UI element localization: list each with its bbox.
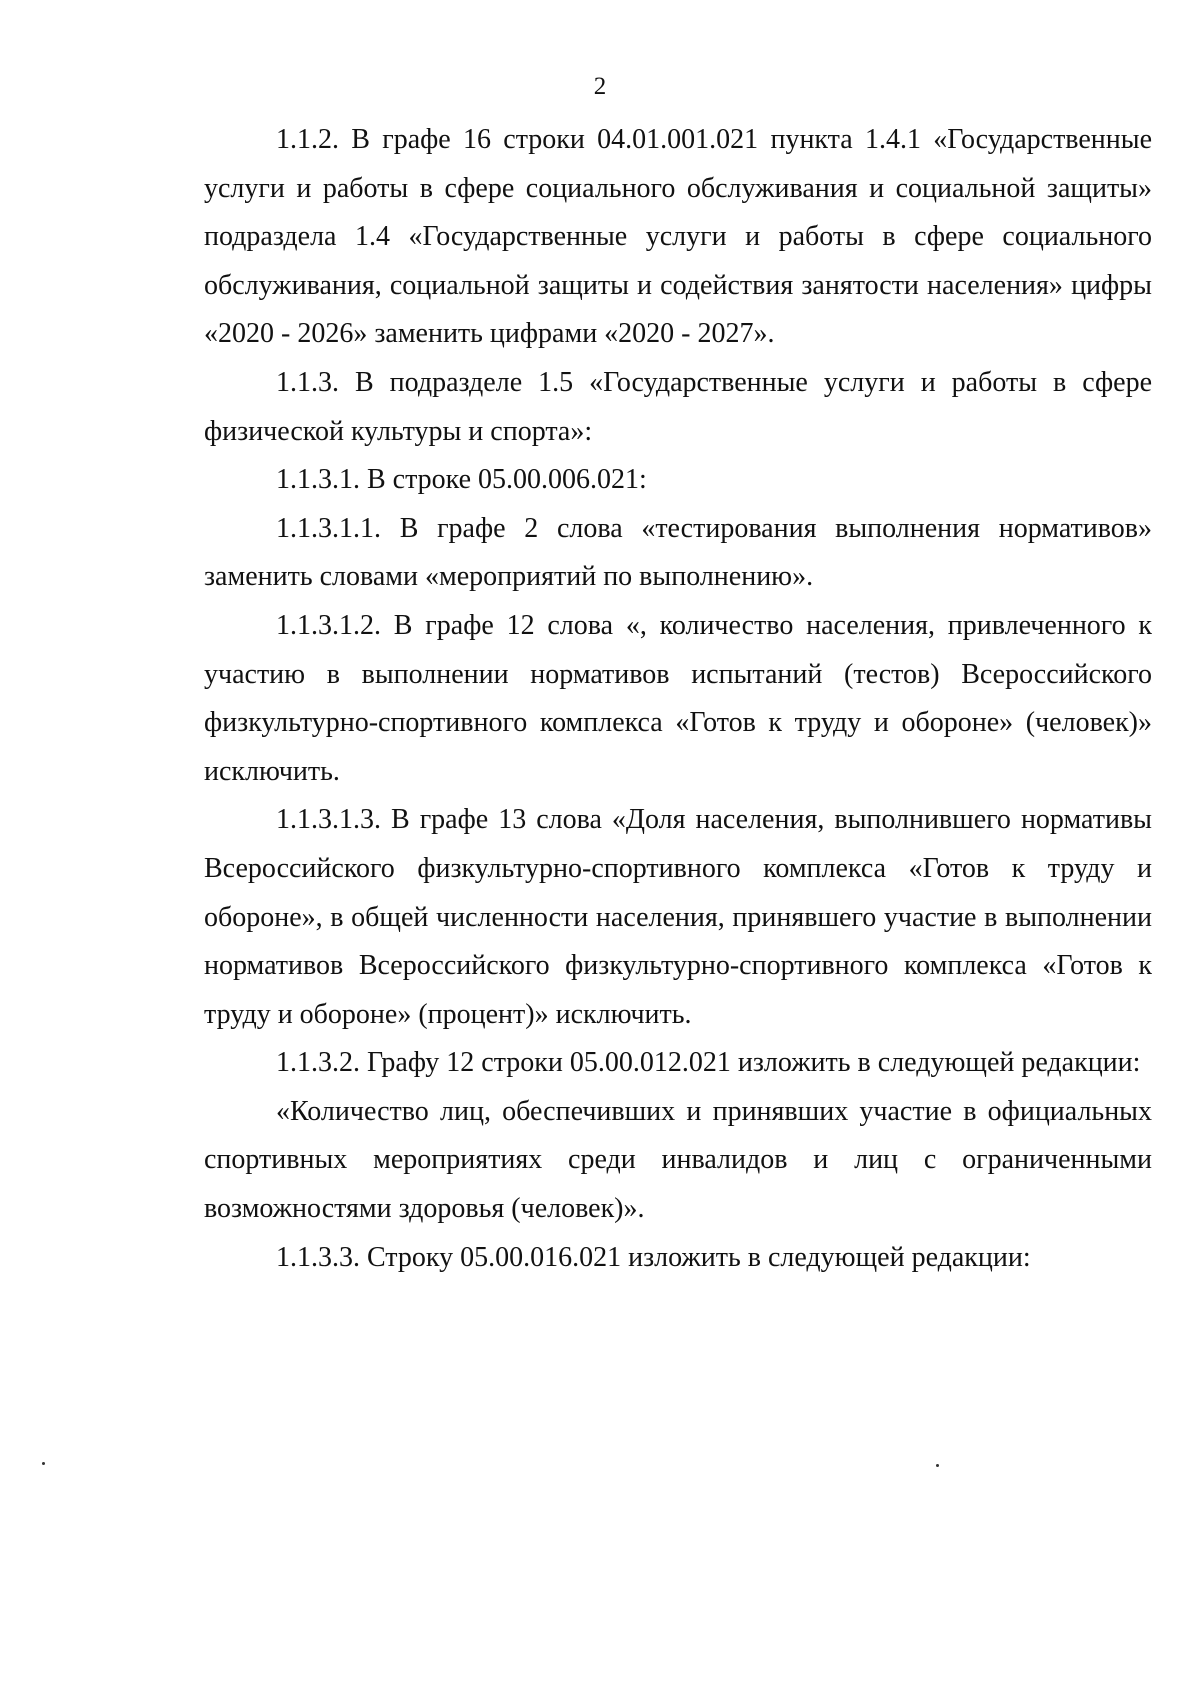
paragraph-1-1-3-1-1: 1.1.3.1.1. В графе 2 слова «тестирования выполнения нормативов» заменить словами «мероприятий по выполнению».	[204, 512, 1152, 593]
paragraph-1-1-3-2: 1.1.3.2. Графу 12 строки 05.00.012.021 изложить в следующей редакции:	[276, 1047, 1141, 1079]
paragraph-1-1-3-3: 1.1.3.3. Строку 05.00.016.021 изложить в следующей редакции:	[276, 1241, 1031, 1273]
scan-speck-left	[42, 1462, 45, 1465]
page-number: 2	[593, 73, 607, 100]
scan-speck-right	[936, 1464, 939, 1467]
paragraph-1-1-2: 1.1.2. В графе 16 строки 04.01.001.021 пункта 1.4.1 «Государственные услуги и работы в сфере социального обслуживания и социальной защиты» подраздела 1.4 «Государственные услуги и работы в сфере социального обслуживания, социальной защиты и содействия занятости населения» цифры «2020 - 2026» заменить цифрами «2020 - 2027».	[204, 124, 1152, 350]
paragraph-1-1-3-1-3: 1.1.3.1.3. В графе 13 слова «Доля населения, выполнившего нормативы Всероссийского физкультурно-спортивного комплекса «Готов к труду и обороне», в общей численности населения, принявшего участие в выполнении нормативов Всероссийского физкультурно-спортивного комплекса «Готов к труду и обороне» (процент)» исключить.	[204, 804, 1152, 1030]
document-body	[204, 116, 1152, 1282]
paragraph-quote-wording: «Количество лиц, обеспечивших и принявших участие в официальных спортивных мероприятиях среди инвалидов и лиц с ограниченными возможностями здоровья (человек)».	[204, 1095, 1152, 1225]
paragraph-1-1-3-1: 1.1.3.1. В строке 05.00.006.021:	[276, 464, 647, 496]
paragraph-1-1-3: 1.1.3. В подразделе 1.5 «Государственные услуги и работы в сфере физической культуры и спорта»:	[204, 366, 1152, 447]
paragraph-1-1-3-1-2: 1.1.3.1.2. В графе 12 слова «, количество населения, привлеченного к участию в выполнении нормативов испытаний (тестов) Всероссийского физкультурно-спортивного комплекса «Готов к труду и обороне» (человек)» исключить.	[204, 609, 1152, 787]
